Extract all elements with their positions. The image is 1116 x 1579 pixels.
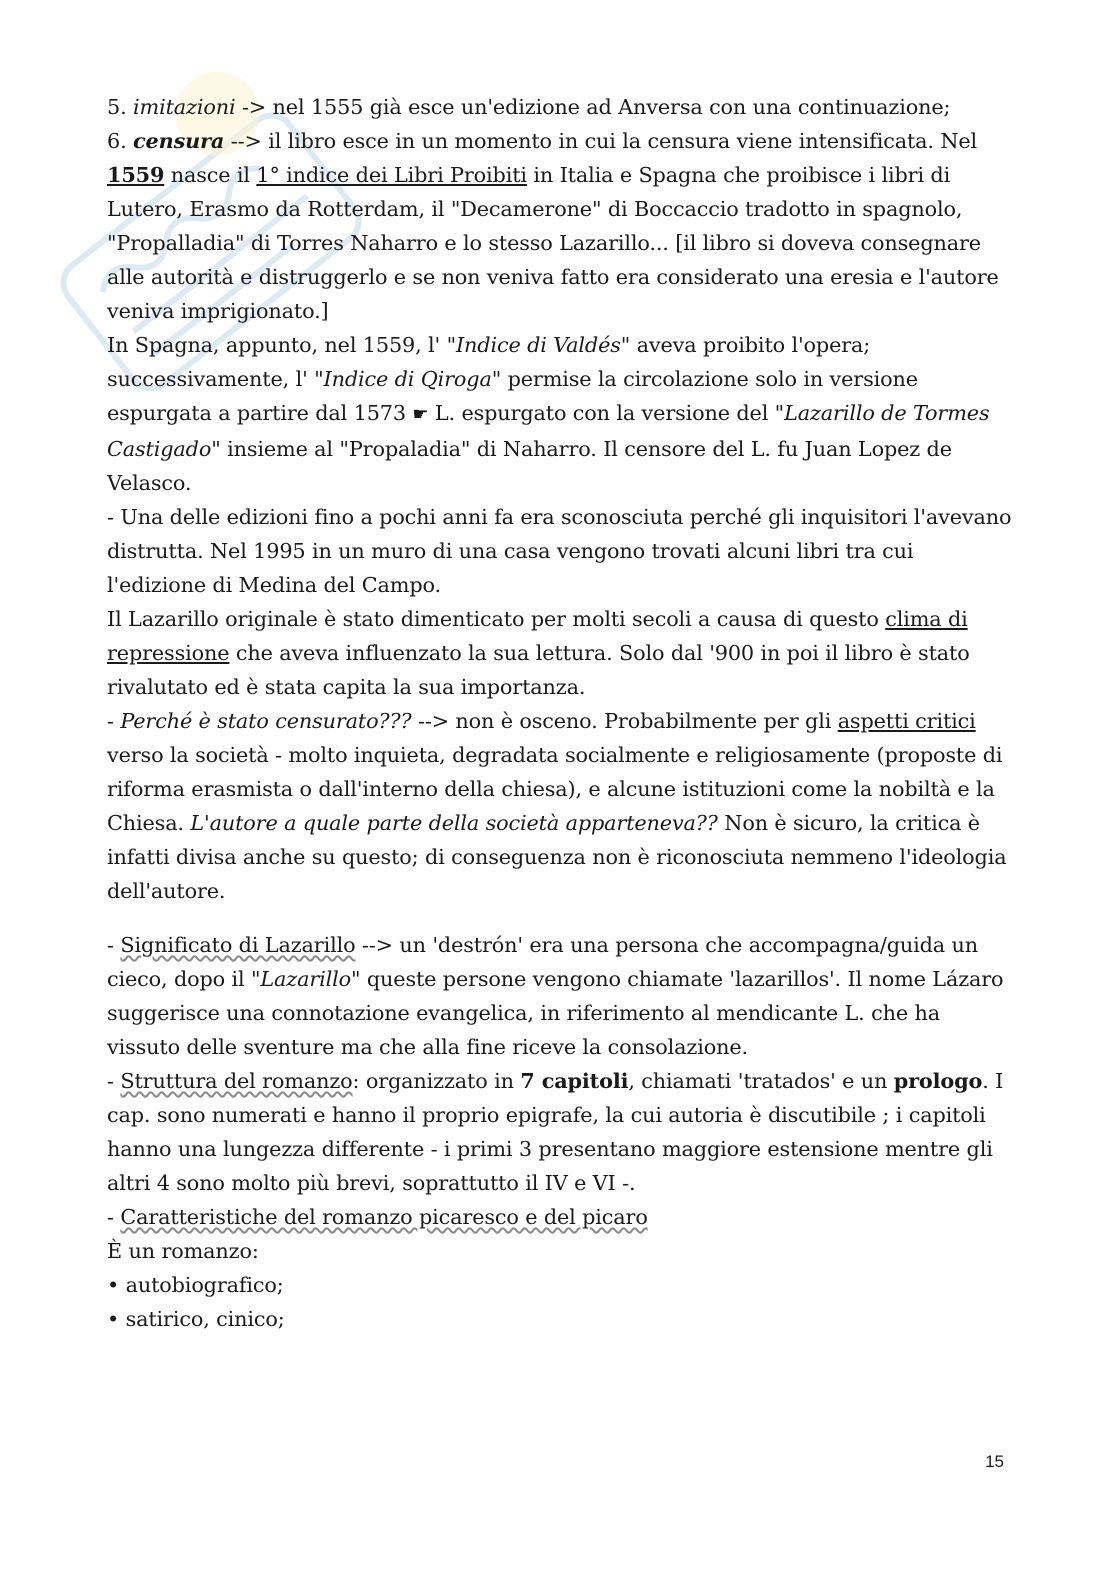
text-run: prologo [893, 1068, 983, 1093]
text-run: in Italia e Spagna che proibisce i libri di Lutero, Erasmo da Rotterdam, il "Decamerone" di Boccaccio tradotto in spagnolo, "Propalladia" di Torres Naharro e lo stesso Lazarillo... [il libro si doveva consegnare alle autorità e distruggerlo e se non veniva fatto era considerato una eresia e l'autore veniva imprigionato.] [107, 163, 999, 323]
text-run: - [107, 1205, 121, 1229]
text-run: 1559 [107, 162, 165, 187]
paragraph-p7 [107, 928, 1012, 1064]
text-run: Perché è stato censurato??? [120, 709, 412, 733]
text-run: nasce il [164, 163, 257, 187]
text-run: --> il libro esce in un momento in cui la censura viene intensificata. Nel [224, 129, 978, 153]
paragraph-p3 [107, 328, 1012, 500]
text-run: . I cap. sono numerati e hanno il proprio epigrafe, la cui autoria è discutibile ; i capitoli hanno una lungezza differente - i primi 3 presentano maggiore estensione mentre gli altri 4 sono molto più brevi, soprattutto il IV e VI -. [107, 1069, 1004, 1195]
text-run: "Indice di Qiroga" [314, 367, 502, 391]
paragraph-p4 [107, 500, 1012, 602]
paragraph-p1 [107, 90, 1012, 124]
text-run: L. espurgato con la versione del [428, 401, 775, 425]
text-run: • autobiografico; [107, 1273, 284, 1297]
text-run: 1° indice dei Libri Proibiti [256, 163, 527, 187]
text-run: Significato di Lazarillo [120, 933, 356, 957]
paragraph-p5 [107, 602, 1012, 704]
text-run: --> un 'destrón' era una persona che accompagna/guida un cieco, dopo il [107, 933, 978, 991]
text-run: clima di repressione [107, 607, 968, 665]
paragraph-gap [107, 908, 1012, 928]
text-run: -> nel 1555 già esce un'edizione ad Anversa con una continuazione; [235, 95, 951, 119]
text-run: , chiamati 'tratados' e un [628, 1069, 894, 1093]
text-run: imitazioni [133, 95, 236, 119]
paragraph-p9 [107, 1200, 1012, 1234]
text-run: "Lazarillo de Tormes Castigado" [107, 401, 990, 461]
text-run: aspetti critici [837, 709, 976, 733]
text-run: Non è sicuro, la critica è infatti divisa anche su questo; di conseguenza non è riconosciuta nemmeno l'ideologia dell'autore. [107, 811, 1007, 903]
text-run: - Una delle edizioni fino a pochi anni fa era sconosciuta perché gli inquisitori l'avevano distrutta. Nel 1995 in un muro di una casa vengono trovati alcuni libri tra cui l'edizione di Medina del Campo. [107, 505, 1012, 597]
pointing-hand-icon: ☛ [412, 404, 429, 425]
text-run: Struttura del romanzo [120, 1069, 353, 1093]
paragraph-p12 [107, 1302, 1012, 1336]
text-run: aveva proibito l'opera; successivamente, l' [107, 333, 871, 391]
text-run: che aveva influenzato la sua lettura. Solo dal '900 in poi il libro è stato rivalutato ed è stata capita la sua importanza. [107, 641, 970, 699]
text-run: "Indice di Valdés" [446, 333, 631, 357]
text-run: - [107, 933, 121, 957]
text-run: "Lazarillo" [250, 967, 361, 991]
text-run: --> non è osceno. Probabilmente per gli [411, 709, 838, 733]
text-run: insieme al "Propaladia" di Naharro. Il censore del L. fu Juan Lopez de Velasco. [107, 437, 952, 495]
paragraph-p6 [107, 704, 1012, 908]
text-run: 5. [107, 95, 134, 119]
paragraph-p2 [107, 124, 1012, 328]
text-run: L'autore a quale parte della società apparteneva?? [190, 811, 718, 835]
text-run: Il Lazarillo originale è stato dimenticato per molti secoli a causa di questo [107, 607, 886, 631]
page-number: 15 [985, 1452, 1004, 1471]
text-run: 7 capitoli [520, 1068, 629, 1093]
text-run: È un romanzo: [107, 1239, 259, 1263]
text-run: In Spagna, appunto, nel 1559, l' [107, 333, 447, 357]
text-run: permise la circolazione solo in versione espurgata a partire dal 1573 [107, 367, 918, 425]
paragraph-p8 [107, 1064, 1012, 1200]
text-run: censura [133, 128, 225, 153]
text-run: 6. [107, 129, 134, 153]
text-run: - [107, 709, 121, 733]
text-run: Caratteristiche del romanzo picaresco e del picaro [120, 1205, 648, 1229]
text-run: queste persone vengono chiamate 'lazarillos'. Il nome Lázaro suggerisce una connotazione evangelica, in riferimento al mendicante L. che ha vissuto delle sventure ma che alla fine riceve la consolazione. [107, 967, 1004, 1059]
paragraph-p10 [107, 1234, 1012, 1268]
text-run: : organizzato in [352, 1069, 521, 1093]
text-run: verso la società - molto inquieta, degradata socialmente e religiosamente (proposte di riforma erasmista o dall'interno della chiesa), e alcune istituzioni come la nobiltà e la Chiesa. [107, 743, 1003, 835]
paragraph-p11 [107, 1268, 1012, 1302]
document-body [107, 90, 1012, 1336]
text-run: - [107, 1069, 121, 1093]
text-run: • satirico, cinico; [107, 1307, 285, 1331]
